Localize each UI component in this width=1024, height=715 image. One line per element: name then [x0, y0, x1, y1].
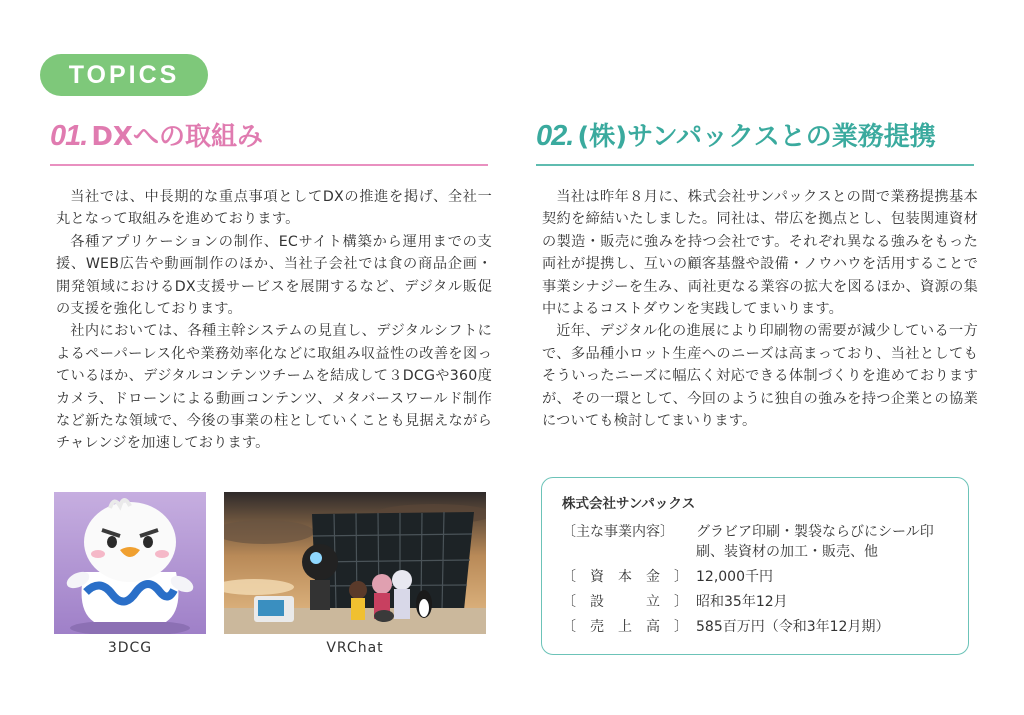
info-value: グラビア印刷・製袋ならびにシール印刷、装資材の加工・販売、他 [696, 524, 934, 560]
section-body [50, 186, 492, 455]
info-label: 〔 資 本 金 〕 [562, 569, 688, 585]
photo-caption: 3DCG [107, 640, 153, 656]
paragraph: 当社では、中長期的な重点事項としてDXの推進を掲げ、全社一丸となって取組みを進めております。 [56, 189, 492, 228]
section-number: 01. [50, 120, 88, 152]
heading-divider [536, 164, 974, 166]
paragraph: 当社は昨年８月に、株式会社サンパックスとの間で業務提携基本契約を締結いたしました。同社は、帯広を拠点とし、包装関連資材の製造・販売に強みを持つ会社です。それぞれ異なる強みをもった両社が提携し、互いの顧客基盤や設備・ノウハウを活用することで事業シナジーを生み、両社更なる業容の拡大を図るほか、資源の集中によるコストダウンを実践してまいります。 [542, 189, 978, 318]
topics-badge: TOPICS [40, 54, 208, 96]
heading-divider [50, 164, 488, 166]
info-value: 昭和35年12月 [696, 594, 788, 610]
section-sunpax [536, 116, 978, 432]
3dcg-character-image [54, 492, 206, 634]
paragraph: 近年、デジタル化の進展により印刷物の需要が減少している一方で、多品種小ロット生産へのニーズは高まっており、当社としてもそういったニーズに幅広く対応できる体制づくりを進めておりますが、その一環として、今回のように独自の強みを持つ企業との協業についても検討してまいります。 [542, 323, 978, 430]
section-heading [536, 116, 974, 160]
info-value: 585百万円（令和3年12月期） [696, 619, 890, 635]
info-row [562, 522, 948, 562]
info-label: 〔 売 上 高 〕 [562, 619, 688, 635]
section-dx [50, 116, 492, 455]
section-title: DXへの取組み [91, 122, 263, 152]
section-title: (株)サンパックスとの業務提携 [577, 122, 936, 152]
section-heading [50, 116, 488, 160]
section-number: 02. [536, 120, 574, 152]
photo-caption: VRChat [326, 640, 384, 656]
section-body [536, 186, 978, 432]
info-label: 〔主な事業内容〕 [562, 524, 674, 540]
vrchat-scene-image [224, 492, 486, 634]
company-name: 株式会社サンパックス [562, 496, 696, 512]
info-row [562, 592, 948, 612]
company-info-box [541, 477, 969, 655]
info-label: 〔 設 立 〕 [562, 594, 688, 610]
paragraph: 各種アプリケーションの制作、ECサイト構築から運用までの支援、WEB広告や動画制作のほか、当社子会社では食の商品企画・開発領域におけるDX支援サービスを展開するなど、デジタル販促の支援を強化しております。 [56, 233, 492, 318]
info-value: 12,000千円 [696, 569, 773, 585]
info-row [562, 617, 948, 637]
paragraph: 社内においては、各種主幹システムの見直し、デジタルシフトによるペーパーレス化や業務効率化などに取組み収益性の改善を図っているほか、デジタルコンテンツチームを結成して３DCGや360度カメラ、ドローンによる動画コンテンツ、メタバースワールド制作など新たな領域で、今後の事業の柱としていくことも見据えながらチャレンジを加速しております。 [56, 323, 492, 452]
info-row [562, 567, 948, 587]
